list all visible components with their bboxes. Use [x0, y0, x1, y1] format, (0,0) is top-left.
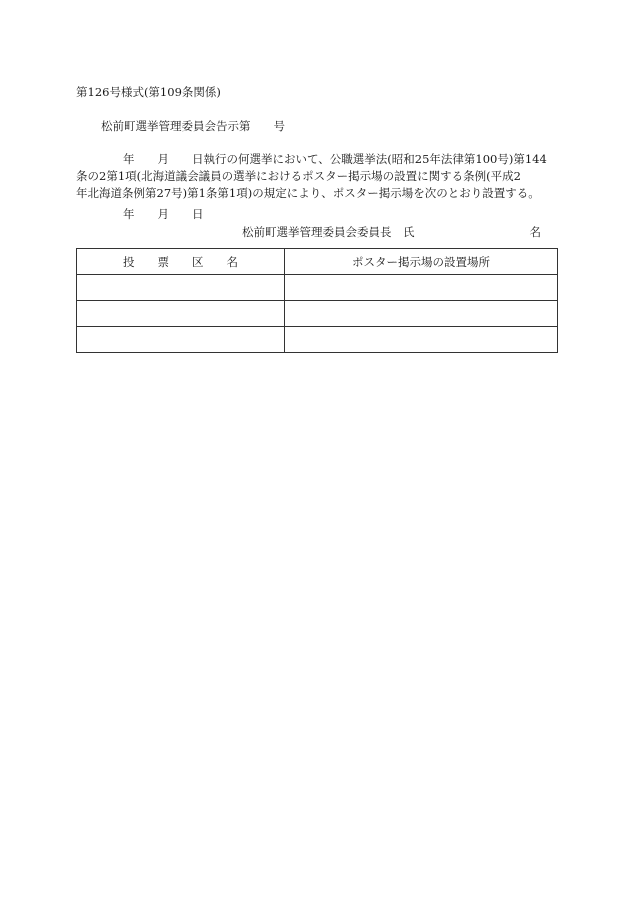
notice-title: 松前町選挙管理委員会告示第 号 [101, 119, 285, 133]
body-line-3: 年北海道条例第27号)第1条第1項)の規定により、ポスター掲示場を次のとおり設置する。 [76, 186, 540, 200]
table-row [77, 301, 558, 327]
signature-line: 松前町選挙管理委員会委員長 氏 名 [242, 225, 541, 239]
header-poster-location: ポスター掲示場の設置場所 [285, 249, 558, 275]
date-line: 年 月 日 [123, 207, 204, 221]
notice-body [76, 151, 562, 202]
voting-district-cell [77, 275, 285, 301]
poster-location-table-wrapper [76, 248, 557, 353]
table-row [77, 327, 558, 353]
poster-location-cell [285, 327, 558, 353]
body-line-1: 年 月 日執行の何選挙において、公職選挙法(昭和25年法律第100号)第144 [123, 152, 547, 166]
voting-district-cell [77, 327, 285, 353]
header-voting-district: 投 票 区 名 [77, 249, 285, 275]
voting-district-cell [77, 301, 285, 327]
form-number: 第126号様式(第109条関係) [76, 85, 221, 99]
poster-location-table [76, 248, 558, 353]
body-line-2: 条の2第1項(北海道議会議員の選挙におけるポスター掲示場の設置に関する条例(平成2 [76, 169, 521, 183]
poster-location-cell [285, 275, 558, 301]
table-header-row [77, 249, 558, 275]
table-row [77, 275, 558, 301]
poster-location-cell [285, 301, 558, 327]
